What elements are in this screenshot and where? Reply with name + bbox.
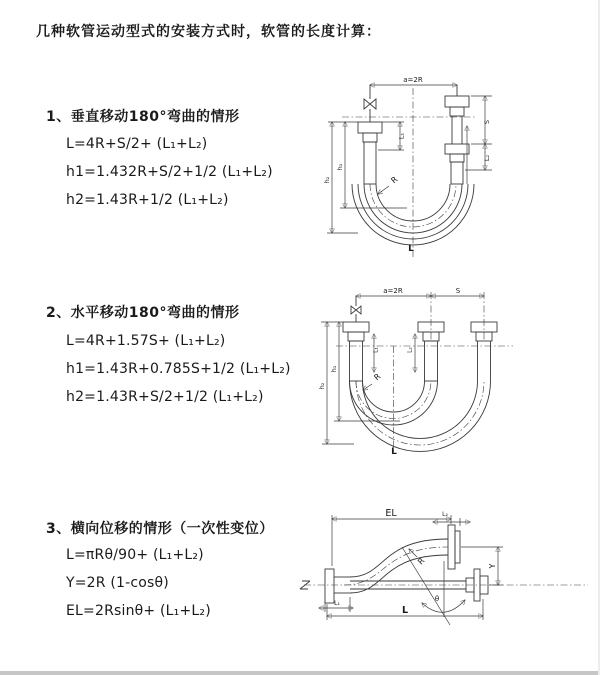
dimension-l2	[407, 334, 416, 372]
valve-icon	[351, 296, 361, 322]
dim-label-r: R	[389, 174, 400, 186]
dimension-h2	[318, 322, 354, 444]
left-flange-fitting	[325, 569, 350, 603]
section1-formula-h1: h1=1.432R+S/2+1/2 (L₁+L₂)	[66, 164, 273, 180]
dim-label-l: L	[401, 605, 409, 616]
left-hose-fitting	[343, 322, 369, 381]
dim-label-h2: h₂	[318, 382, 326, 390]
section3-heading: 3、横向位移的情形（一次性变位）	[46, 521, 274, 537]
section2-formula-h1: h1=1.43R+0.785S+1/2 (L₁+L₂)	[66, 361, 291, 377]
scan-edge-bottom	[0, 671, 600, 675]
dimension-l2	[433, 511, 470, 526]
dimension-l1	[319, 597, 353, 612]
dim-label-l1: L₁	[334, 600, 340, 607]
dim-label-el: EL	[385, 508, 397, 519]
dim-label-l1: L₁	[397, 132, 406, 140]
section1-formula-L: L=4R+S/2+ (L₁+L₂)	[66, 136, 208, 152]
dim-label-l2: L₂	[483, 154, 491, 162]
dimension-l	[327, 599, 483, 620]
dimension-el	[332, 508, 451, 566]
dim-label-l2: L₂	[442, 511, 448, 518]
section3-formula-L: L=πRθ/90+ (L₁+L₂)	[66, 547, 204, 563]
horizontal-180-bend-diagram	[308, 284, 593, 469]
dim-label-l2: L₂	[406, 347, 414, 353]
dim-label-a2r: a=2R	[403, 76, 423, 84]
left-hose-fitting	[358, 122, 382, 184]
upper-flange-fitting	[448, 525, 460, 569]
radius-callout	[409, 549, 427, 566]
dim-label-h1: h₁	[336, 163, 344, 171]
radius-callout	[363, 372, 383, 390]
dim-label-l1: L₁	[372, 347, 380, 353]
section1-heading: 1、垂直移动180°弯曲的情形	[46, 109, 240, 125]
dim-label-r: R	[372, 371, 383, 383]
dimension-l1	[373, 334, 380, 372]
dim-label-r: R	[416, 556, 427, 567]
dim-label-l: L	[391, 447, 397, 457]
dim-label-s: S	[483, 119, 491, 125]
section2-heading: 2、水平移动180°弯曲的情形	[46, 305, 240, 321]
section2-formula-L: L=4R+1.57S+ (L₁+L₂)	[66, 333, 226, 349]
dimension-h2	[323, 122, 358, 233]
dim-label-y: Y	[488, 563, 497, 569]
section3-formula-Y: Y=2R (1-cosθ)	[66, 575, 169, 591]
section2-formula-h2: h2=1.43R+S/2+1/2 (L₁+L₂)	[66, 389, 264, 405]
angle-theta-detail	[402, 547, 465, 625]
dimension-h1	[328, 122, 407, 208]
dimension-y	[461, 547, 503, 585]
right-hose-fitting	[445, 85, 469, 184]
dimension-h1	[321, 322, 400, 421]
page-title: 几种软管运动型式的安装方式时，软管的长度计算：	[36, 24, 381, 40]
middle-hose-fitting	[418, 322, 444, 381]
dim-label-a2r: a=2R	[383, 287, 403, 295]
dim-label-s: S	[455, 287, 461, 295]
dim-label-h1: h₁	[330, 365, 338, 373]
dim-label-theta: θ	[434, 595, 440, 603]
dimension-s	[431, 287, 484, 296]
dimension-a2r	[356, 287, 431, 296]
valve-icon	[364, 85, 376, 122]
radius-callout	[378, 175, 400, 194]
section3-formula-EL: EL=2Rsinθ+ (L₁+L₂)	[66, 603, 211, 619]
vertical-180-bend-diagram	[312, 72, 592, 262]
dim-label-l: L	[408, 244, 414, 254]
right-hose-fitting	[471, 322, 497, 381]
dim-label-h2: h₂	[323, 176, 331, 184]
section1-formula-h2: h2=1.43R+1/2 (L₁+L₂)	[66, 192, 229, 208]
dimension-a2r	[370, 76, 457, 85]
lateral-displacement-diagram	[298, 503, 593, 648]
